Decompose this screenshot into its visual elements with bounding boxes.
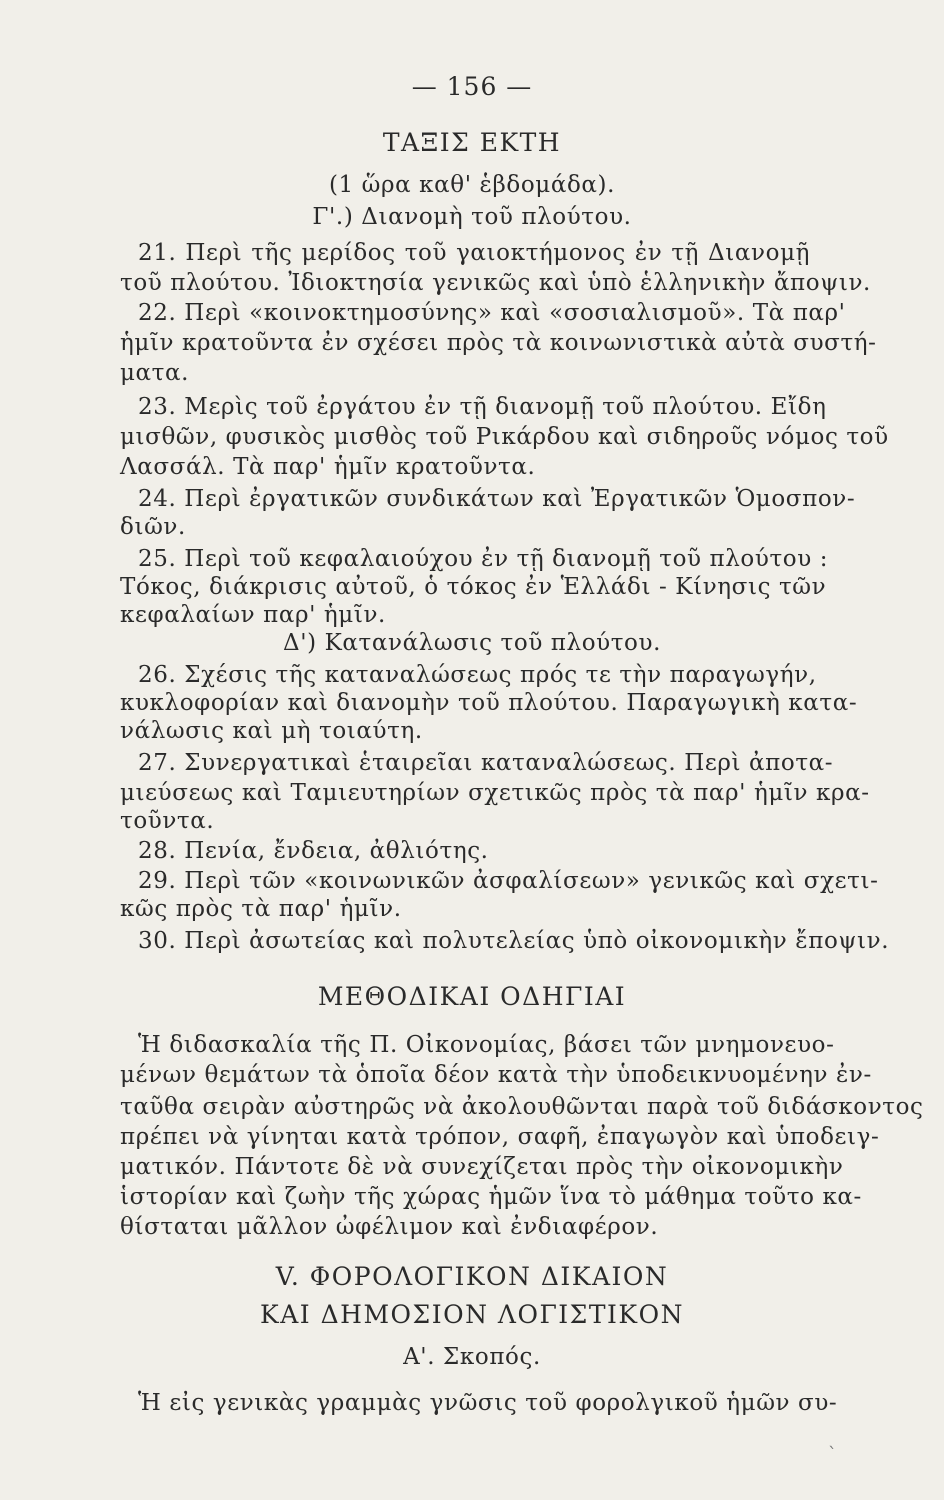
text-line: 28. Πενία, ἔνδεια, ἀθλιότης. [138,838,489,864]
text-line: 27. Συνεργατικαὶ ἑταιρεῖαι καταναλώσεως. Περὶ ἀποτα- [138,750,834,776]
text-line: Τόκος, διάκρισις αὐτοῦ, ὁ τόκος ἐν Ἑλλάδι - Κίνησις τῶν [120,574,827,600]
text-line: μένων θεμάτων τὰ ὁποῖα δέον κατὰ τὴν ὑποδεικνυομένην ἐν- [120,1062,872,1088]
chapter-subtitle: Α'. Σκοπός. [403,1344,541,1370]
subsection-d-title: Δ') Κατανάλωσις τοῦ πλούτου. [283,630,661,656]
text-line: 22. Περὶ «κοινοκτημοσύνης» καὶ «σοσιαλισμοῦ». Τὰ παρ' [138,300,846,326]
section-title: ΤΑΞΙΣ ΕΚΤΗ [382,128,562,157]
text-line: Ἡ διδασκαλία τῆς Π. Οἰκονομίας, βάσει τῶν μνημονευο- [138,1032,835,1058]
stray-mark-icon: ` [828,1444,837,1465]
text-line: κῶς πρὸς τὰ παρ' ἡμῖν. [120,896,402,922]
chapter-title: V. ΦΟΡΟΛΟΓΙΚΟΝ ΔΙΚΑΙΟΝ [275,1262,669,1291]
text-line: ἡμῖν κρατοῦντα ἐν σχέσει πρὸς τὰ κοινωνιστικὰ αὐτὰ συστή- [120,330,877,356]
text-line: μιεύσεως καὶ Ταμιευτηρίων σχετικῶς πρὸς τὰ παρ' ἡμῖν κρα- [120,780,870,806]
text-line: κεφαλαίων παρ' ἡμῖν. [120,602,386,628]
text-line: Λασσάλ. Τὰ παρ' ἡμῖν κρατοῦντα. [120,454,536,480]
text-line: κυκλοφορίαν καὶ διανομὴν τοῦ πλούτου. Παραγωγικὴ κατα- [120,690,858,716]
text-line: 30. Περὶ ἀσωτείας καὶ πολυτελείας ὑπὸ οἰκονομικὴν ἔποψιν. [138,928,890,954]
text-line: 25. Περὶ τοῦ κεφαλαιούχου ἐν τῇ διανομῇ τοῦ πλούτου : [138,546,829,572]
text-line: 21. Περὶ τῆς μερίδος τοῦ γαιοκτήμονος ἐν τῇ Διανομῇ [138,240,810,266]
text-line: θίσταται μᾶλλον ὠφέλιμον καὶ ἐνδιαφέρον. [120,1214,659,1240]
text-line: ματα. [120,360,190,386]
subsection-c-title: Γ'.) Διανομὴ τοῦ πλούτου. [312,204,632,230]
text-line: 23. Μερὶς τοῦ ἐργάτου ἐν τῇ διανομῇ τοῦ πλούτου. Εἴδη [138,394,827,420]
chapter-title: ΚΑΙ ΔΗΜΟΣΙΟΝ ΛΟΓΙΣΤΙΚΟΝ [260,1300,684,1329]
text-line: ματικόν. Πάντοτε δὲ νὰ συνεχίζεται πρὸς τὴν οἰκονομικὴν [120,1154,844,1180]
text-line: τοῦ πλούτου. Ἰδιοκτησία γενικῶς καὶ ὑπὸ ἑλληνικὴν ἄποψιν. [120,270,871,296]
text-line: διῶν. [120,514,186,540]
text-line: νάλωσις καὶ μὴ τοιαύτη. [120,718,423,744]
text-line: Ἡ εἰς γενικὰς γραμμὰς γνῶσις τοῦ φορολγικοῦ ἡμῶν συ- [138,1390,838,1416]
text-line: ταῦθα σειρὰν αὐστηρῶς νὰ ἀκολουθῶνται παρὰ τοῦ διδάσκοντος [120,1094,924,1120]
text-line: μισθῶν, φυσικὸς μισθὸς τοῦ Ρικάρδου καὶ σιδηροῦς νόμος τοῦ [120,424,889,450]
text-line: ἱστορίαν καὶ ζωὴν τῆς χώρας ἡμῶν ἵνα τὸ μάθημα τοῦτο κα- [120,1184,862,1210]
schedule-note: (1 ὥρα καθ' ἑβδομάδα). [328,172,616,198]
text-line: 29. Περὶ τῶν «κοινωνικῶν ἀσφαλίσεων» γενικῶς καὶ σχετι- [138,868,879,894]
methods-title: ΜΕΘΟΔΙΚΑΙ ΟΔΗΓΙΑΙ [317,982,627,1011]
text-line: 26. Σχέσις τῆς καταναλώσεως πρός τε τὴν παραγωγήν, [138,662,817,688]
text-line: 24. Περὶ ἐργατικῶν συνδικάτων καὶ Ἐργατικῶν Ὁμοσπον- [138,486,856,512]
page-number: — 156 — [411,72,533,101]
text-line: πρέπει νὰ γίνηται κατὰ τρόπον, σαφῆ, ἐπαγωγὸν καὶ ὑποδειγ- [120,1124,880,1150]
text-line: τοῦντα. [120,808,215,834]
